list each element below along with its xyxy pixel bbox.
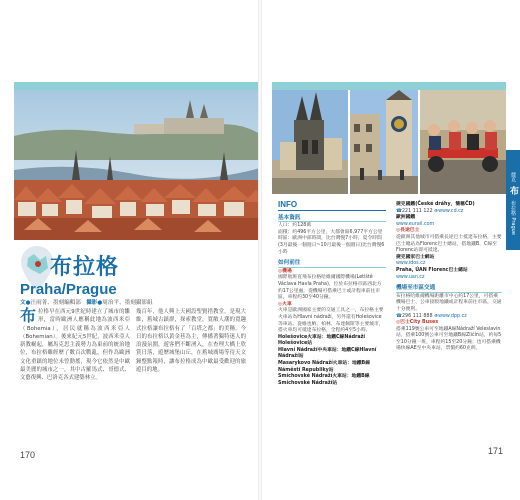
bus-subheading: ◎長途巴士 <box>396 228 420 234</box>
dropcap: 布 <box>20 306 37 325</box>
page-number-right: 171 <box>488 446 504 456</box>
train-subheading: ◎火車 <box>278 301 292 307</box>
bus-site-name-1: 捷克國家巴士網站 <box>396 254 435 260</box>
credits-line <box>20 298 153 306</box>
credit-role-text: 文 <box>20 300 26 306</box>
credit-role-photo: 攝影 <box>86 300 98 306</box>
info-heading: INFO <box>278 202 386 211</box>
city-title-block <box>20 250 250 298</box>
side-tab-city-char: 布 <box>508 186 518 196</box>
side-tab-country: 捷克 <box>510 171 516 182</box>
cathedral-photo <box>272 90 348 194</box>
station-smichovske: Smíchovské Nádraží火車站：地鐵B線Smíchovské Nádraží站 <box>278 374 370 386</box>
intro-paragraph-2: 幾百年，他人興上天國設聖賢措教堂，是現大維，舊城古鎮群，探索教堂，寬敞人潮的寬趣式拉格讓布拉格有了「百塔之都」的美稱。今日的布拉格以黃金巷為主，傳播著獨特迷人的浪漫氛圍，遊客們不斷湧入，在查理大橋上欣賞日落，遊歷城堡山丘，在舊城廣場等待天文鐘整點報時，讓布拉格成為中歐最受歡迎的旅遊目的地。 <box>136 309 246 374</box>
city-bus-text: 搭乘119號公車可至地鐵A線Nádraží Veleslavín站，搭乘100號公車可至地鐵B線Zličín站，約每5至10分鐘一班，車程約15至20分鐘；也可搭乘機場快線AE至中央車站，票價約60克朗。 <box>396 326 502 352</box>
info-column <box>278 202 386 387</box>
rail-operator-name: 捷克國鐵(České dráhy，簡稱ČD) <box>396 202 475 207</box>
airport-subheading: ◎機場 <box>278 268 292 274</box>
credit-sep-1: ● <box>25 300 31 306</box>
prague-panorama-illustration <box>14 90 260 240</box>
old-town-photo <box>350 90 418 194</box>
intro-paragraph-1: 拉格早在西元9世紀時建立了城市的雛形，當時歐洲人應稱此地為波西米亞（Bohemia），居民就稱為波西米亞人（Bohemian）。後來紀元5世紀，波西米亞人新教崛起，屬馬克思主義勢力為東前的統治地位，布拉格雖經歷了數百次戰亂，但作為歐洲文化重鎮的地位未曾動搖，現今它依然是中歐最美麗的城市之一，其中古羅馬式、哥德式、文藝復興、巴洛克各式建築林立。 <box>20 309 130 382</box>
contact-column <box>396 202 502 353</box>
rail-phone: 221 111 122 <box>401 208 433 214</box>
time-zone-text: 時區：歐洲中部時間，比台灣慢7小時，夏令時間(3月最後一個週日~10月最後一個週日)比台灣慢6小時 <box>278 236 385 255</box>
station-masarykovo: Masarykovo Nádraží火車站：地鐵B線Náměstí Republiky站 <box>278 361 371 373</box>
beer-bike-photo <box>420 90 506 194</box>
euro-rail-name: 歐洲國鐵 <box>396 215 416 221</box>
intro-body-text <box>20 308 246 408</box>
airport-to-city-text: 布拉格哈維爾機場距離市中心約17公里，可搭乘機場巴士、公車接駁地鐵或計程車前往市區，交通十分便利。 <box>396 293 502 312</box>
intro-column-1 <box>20 308 130 408</box>
phone-icon: ☎ <box>396 208 402 214</box>
right-color-band <box>272 82 506 90</box>
city-bus-subheading: ◎巴士City Buses <box>396 320 439 326</box>
globe-icon: ⊕ <box>434 313 439 319</box>
bus-site-name-2: Praha, ÚAN Florenc巴士總站 <box>396 267 468 273</box>
phone-icon: ☎ <box>396 313 402 319</box>
side-tab-city: 布拉格 Prague <box>510 200 516 235</box>
city-title-english: Praha/Prague <box>20 281 117 298</box>
station-holesovice: Holešovice火車站：地鐵C線Nádraží Holešovice站 <box>278 334 366 347</box>
station-hlavni: Hlavní Nádraží中央車站：地鐵C線Hlavní Nádraží站 <box>278 347 377 360</box>
airport-text: 國際航班直飛布拉格哈維爾國際機場(Letiště Václava Havla Praha)，位於布拉格市區西北方約17公里處，從機場可搭乘巴士或計程車前往市區，車程約30至40分鐘。 <box>278 275 382 301</box>
intro-column-2 <box>136 308 246 408</box>
area-text: 面積：約496平方公里，大都會區6,977平方公里 <box>278 229 383 235</box>
euro-rail-web-link[interactable]: www.eurail.com <box>396 221 435 227</box>
left-color-band <box>14 82 260 90</box>
bus-web-link-1[interactable]: www.idos.cz <box>396 261 426 267</box>
population-text: 人口：約128萬 <box>278 223 312 229</box>
right-page <box>262 0 520 500</box>
credit-name-text: 汪雨菁、墨刻編輯部 <box>30 300 81 306</box>
bus-text: 從歐洲其他城市可搭乘長途巴士抵達布拉格，主要巴士總站為Florenc巴士總站，搭地鐵B、C線至Florenc站即可抵達。 <box>396 234 502 254</box>
train-text: 火車是歐洲國家主要的交通工具之一，布拉格主要火車站為Hlavní nádraží，另外還有Holešovice等車站。從維也納、柏林、布達佩斯等主要城市，搭火車均可抵達布拉格，全程約4至5小時。 <box>278 308 384 334</box>
transport-heading: 如何前往 <box>278 260 386 268</box>
bus-web-link-2[interactable]: www.uan.cz <box>396 274 425 280</box>
rail-web-link[interactable]: www.cd.cz <box>438 208 464 214</box>
city-phone: 296 111 888 <box>401 313 433 319</box>
chapter-side-tab <box>506 150 520 250</box>
credit-name-photo: 周治平、墨刻攝影組 <box>102 300 153 306</box>
city-title-chinese: 布拉格 <box>50 255 120 280</box>
city-web-link[interactable]: www.dpp.cz <box>438 313 467 319</box>
globe-icon: ⊕ <box>434 208 439 214</box>
basic-info-heading: 基本資訊 <box>278 215 386 223</box>
page-number-left: 170 <box>20 450 36 460</box>
prague-panorama-photo <box>14 90 260 240</box>
airport-to-city-heading: 機場至市區交通 <box>396 285 502 293</box>
credit-sep-2: ● <box>97 300 103 306</box>
